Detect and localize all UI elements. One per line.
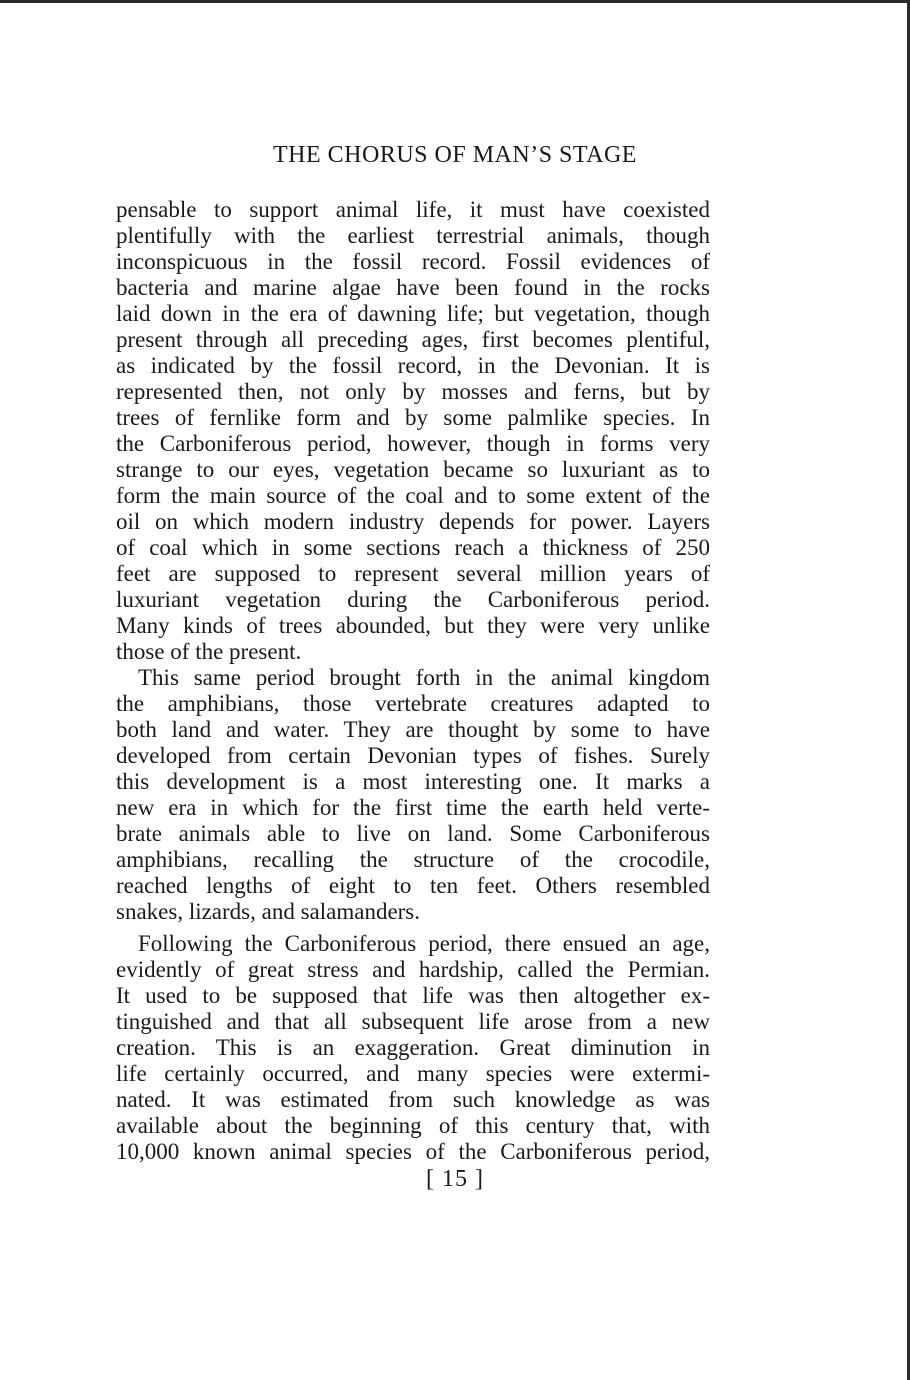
running-head: THE CHORUS OF MAN’S STAGE — [273, 142, 637, 168]
text-line: oil on which modern industry depends for power. Layers — [116, 509, 710, 534]
text-line: this development is a most interesting one. It marks a — [116, 769, 710, 794]
text-line: those of the present. — [116, 639, 302, 664]
text-line: strange to our eyes, vegetation became so luxuriant as to — [116, 457, 710, 482]
text-line: trees of fernlike form and by some palmlike species. In — [116, 405, 710, 430]
text-line: the amphibians, those vertebrate creatures adapted to — [116, 691, 710, 716]
body-text — [116, 197, 710, 1165]
page-edge-top — [0, 0, 910, 3]
text-line: the Carboniferous period, however, though in forms very — [116, 431, 710, 456]
text-line: tinguished and that all subsequent life arose from a new — [116, 1009, 710, 1034]
text-line: represented then, not only by mosses and ferns, but by — [116, 379, 710, 404]
paragraph-3 — [116, 931, 710, 1165]
text-line: plentifully with the earliest terrestrial animals, though — [116, 223, 710, 248]
paragraph-2 — [116, 665, 710, 925]
text-line: inconspicuous in the fossil record. Fossil evidences of — [116, 249, 710, 274]
text-line: reached lengths of eight to ten feet. Others resembled — [116, 873, 710, 898]
text-line: present through all preceding ages, first becomes plentiful, — [116, 327, 710, 352]
text-line: available about the beginning of this century that, with — [116, 1113, 710, 1138]
text-line: feet are supposed to represent several million years of — [116, 561, 710, 586]
text-line: life certainly occurred, and many species were extermi- — [116, 1061, 710, 1086]
text-line: 10,000 known animal species of the Carboniferous period, — [116, 1139, 710, 1164]
text-line: amphibians, recalling the structure of the crocodile, — [116, 847, 710, 872]
text-line: developed from certain Devonian types of fishes. Surely — [116, 743, 710, 768]
text-line: Following the Carboniferous period, there ensued an age, — [138, 931, 710, 956]
text-line: luxuriant vegetation during the Carboniferous period. — [116, 587, 710, 612]
text-line: Many kinds of trees abounded, but they were very unlike — [116, 613, 710, 638]
text-line: laid down in the era of dawning life; but vegetation, though — [116, 301, 710, 326]
paragraph-1 — [116, 197, 710, 665]
text-line: creation. This is an exaggeration. Great diminution in — [116, 1035, 710, 1060]
text-line: bacteria and marine algae have been found in the rocks — [116, 275, 710, 300]
text-line: form the main source of the coal and to some extent of the — [116, 483, 710, 508]
text-line: pensable to support animal life, it must have coexisted — [116, 197, 710, 222]
text-line: brate animals able to live on land. Some Carboniferous — [116, 821, 710, 846]
text-line: evidently of great stress and hardship, called the Permian. — [116, 957, 710, 982]
text-line: nated. It was estimated from such knowledge as was — [116, 1087, 710, 1112]
text-line: as indicated by the fossil record, in the Devonian. It is — [116, 353, 710, 378]
text-line: of coal which in some sections reach a thickness of 250 — [116, 535, 710, 560]
page-number: [ 15 ] — [426, 1166, 484, 1192]
text-line: snakes, lizards, and salamanders. — [116, 899, 421, 924]
text-line: both land and water. They are thought by some to have — [116, 717, 710, 742]
text-line: new era in which for the first time the earth held verte- — [116, 795, 710, 820]
text-line: This same period brought forth in the animal kingdom — [138, 665, 710, 690]
text-line: It used to be supposed that life was then altogether ex- — [116, 983, 710, 1008]
